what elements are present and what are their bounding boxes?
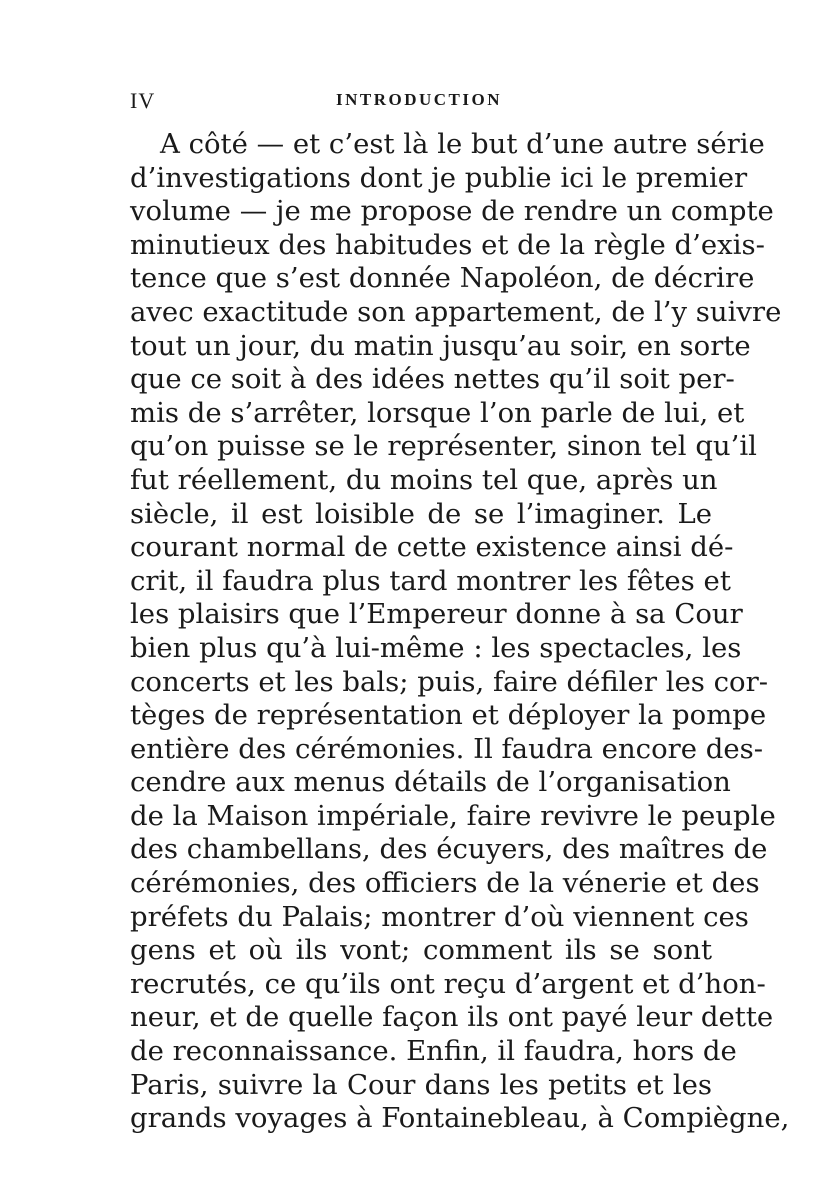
running-title: INTRODUCTION — [336, 90, 503, 109]
text-line: recrutés, ce qu’ils ont reçu d’argent et d’hon- — [130, 967, 766, 1000]
text-line: cérémonies, des officiers de la vénerie et des — [130, 867, 760, 900]
running-head — [130, 88, 712, 112]
text-line: avec exactitude son appartement, de l’y suivre — [130, 295, 782, 328]
text-line: crit, il faudra plus tard montrer les fêtes et — [130, 564, 731, 597]
text-line: tèges de représentation et déployer la pompe — [130, 699, 767, 732]
text-line: gens et où ils vont; comment ils se sont — [130, 934, 712, 967]
text-line: neur, et de quelle façon ils ont payé leur dette — [130, 1001, 774, 1034]
text-line: fut réellement, du moins tel que, après un — [130, 463, 718, 496]
text-line: les plaisirs que l’Empereur donne à sa Cour — [130, 598, 743, 631]
text-line: tence que s’est donnée Napoléon, de décrire — [130, 262, 755, 295]
text-line: courant normal de cette existence ainsi dé- — [130, 531, 734, 564]
text-line: volume — je me propose de rendre un compte — [130, 195, 774, 228]
text-line: concerts et les bals; puis, faire défiler les cor- — [130, 665, 769, 698]
text-line: que ce soit à des idées nettes qu’il soit per- — [130, 363, 735, 396]
text-line: mis de s’arrêter, lorsque l’on parle de lui, et — [130, 396, 745, 429]
text-line: A côté — et c’est là le but d’une autre série — [160, 128, 765, 160]
page-number: IV — [130, 88, 156, 113]
text-line: de reconnaissance. Enfin, il faudra, hors de — [130, 1035, 737, 1068]
text-line: qu’on puisse se le représenter, sinon tel qu’il — [130, 430, 757, 463]
text-line: d’investigations dont je publie ici le premier — [130, 161, 748, 194]
text-line: siècle, il est loisible de se l’imaginer. Le — [130, 497, 712, 530]
text-line: Paris, suivre la Cour dans les petits et les — [130, 1068, 712, 1101]
body-text — [130, 128, 790, 1136]
text-line: grands voyages à Fontainebleau, à Compiègne, — [130, 1102, 790, 1135]
text-line: préfets du Palais; montrer d’où viennent ces — [130, 900, 749, 933]
text-line: cendre aux menus détails de l’organisation — [130, 766, 731, 799]
text-line: entière des cérémonies. Il faudra encore des- — [130, 732, 764, 765]
text-line: des chambellans, des écuyers, des maîtres de — [130, 833, 768, 866]
text-line: de la Maison impériale, faire revivre le peuple — [130, 799, 776, 832]
text-line: bien plus qu’à lui-même : les spectacles, les — [130, 631, 742, 664]
text-line: minutieux des habitudes et de la règle d’exis- — [130, 228, 765, 261]
text-line: tout un jour, du matin jusqu’au soir, en sorte — [130, 329, 751, 362]
